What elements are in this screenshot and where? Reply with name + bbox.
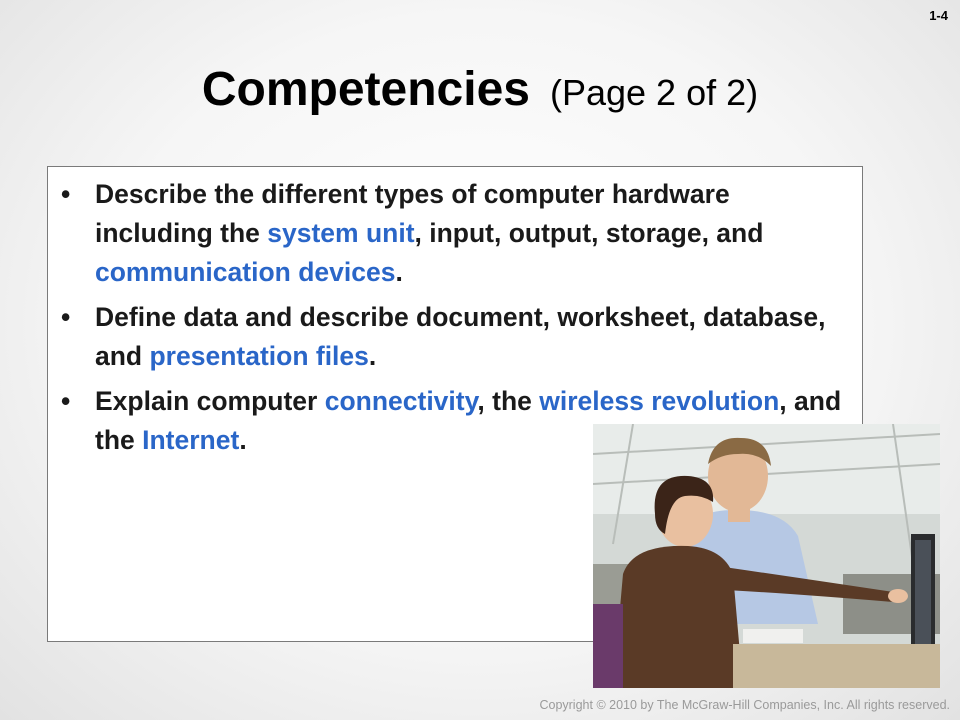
bullet-text: Define data and describe document, worksheet, database, and [95, 302, 826, 371]
highlighted-term: Internet [142, 425, 240, 455]
photo-two-people-at-computer [593, 424, 940, 688]
bullet-text: Describe the different types of computer hardware including the [95, 179, 730, 248]
title-subtitle: (Page 2 of 2) [549, 72, 759, 113]
bullet-text: , and the [95, 386, 842, 455]
bullet-text: . [368, 341, 377, 371]
bullet-text: . [395, 257, 403, 287]
slide-title [0, 62, 960, 117]
bullet-marker: • [61, 179, 71, 209]
bullet-text: . [239, 425, 247, 455]
highlighted-term: presentation files [149, 341, 369, 371]
bullet-item [48, 175, 852, 292]
photo-illustration [593, 424, 940, 688]
bullet-list [48, 167, 862, 460]
bullet-text: , input, output, storage, and [414, 218, 764, 248]
bullet-marker: • [61, 386, 71, 416]
bullet-text: Explain computer [95, 386, 325, 416]
highlighted-term: wireless revolution [539, 386, 780, 416]
highlighted-term: communication devices [95, 257, 396, 287]
bullet-marker: • [61, 302, 71, 332]
highlighted-term: system unit [267, 218, 415, 248]
copyright-notice: Copyright © 2010 by The McGraw-Hill Companies, Inc. All rights reserved. [539, 698, 950, 712]
slide-number: 1-4 [929, 8, 948, 23]
bullet-item [48, 298, 852, 376]
title-main: Competencies [201, 63, 530, 116]
bullet-text: , the [477, 386, 540, 416]
highlighted-term: connectivity [324, 386, 478, 416]
